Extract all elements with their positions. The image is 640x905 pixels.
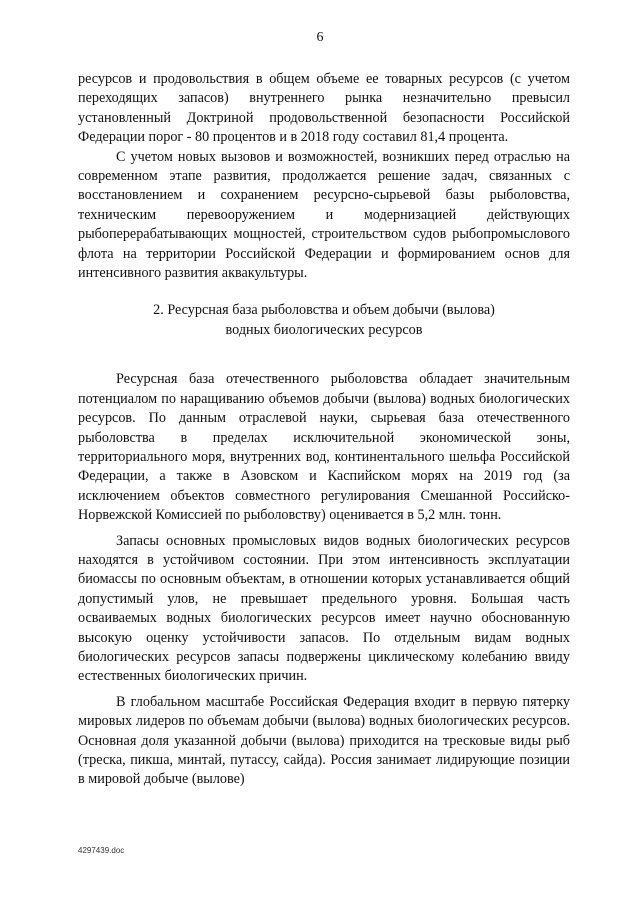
footer-filename: 4297439.doc <box>78 846 125 855</box>
paragraph-resource-base: Ресурсная база отечественного рыболовства обладает значительным потенциалом по наращиванию объемов добычи (вылова) водных биологических ресурсов. По данным отраслевой науки, сырьевая база отечественного рыболовства в пределах исключительной экономической зоны, территориального моря, внутренних вод, континентального шельфа Российской Федерации, а также в Азовском и Каспийском морях на 2019 год (за исключением объектов совместного регулирования Смешанной Российско-Норвежской Комиссией по рыболовству) оценивается в 5,2 млн. тонн. <box>78 371 570 524</box>
section-heading-line-1: 2. Ресурсная база рыболовства и объем добычи (вылова) <box>153 302 495 319</box>
paragraph-stocks: Запасы основных промысловых видов водных биологических ресурсов находятся в устойчивом состоянии. При этом интенсивность эксплуатации биомассы по основным объектам, в отношении которых устанавливается общий допустимый улов, не превышает предельного уровня. Большая часть осваиваемых водных биологических ресурсов имеет научно обоснованную высокую оценку устойчивости запасов. По отдельным видам водных биологических ресурсов запасы подвержены циклическому колебанию ввиду естественных биологических причин. <box>78 532 570 685</box>
paragraph-global-scale: В глобальном масштабе Российская Федерация входит в первую пятерку мировых лидеров по объемам добычи (вылова) водных биологических ресурсов. Основная доля указанной добычи (вылова) приходится на тресковые виды рыб (треска, пикша, минтай, путассу, сайда). Россия занимает лидирующие позиции в мировой добыче (вылове) <box>78 693 570 788</box>
paragraph-new-challenges: С учетом новых вызовов и возможностей, возникших перед отраслью на современном этапе развития, продолжается решение задач, связанных с восстановлением и сохранением ресурсно-сырьевой базы рыболовства, техническим перевооружением и модернизацией действующих рыбоперерабатывающих мощностей, строительством судов рыбопромыслового флота на территории Российской Федерации и формированием основ для интенсивного развития аквакультуры. <box>78 148 570 282</box>
section-heading-line-2: водных биологических ресурсов <box>225 321 423 338</box>
paragraph-continuation: ресурсов и продовольствия в общем объеме ее товарных ресурсов (с учетом переходящих запасов) внутреннего рынка незначительно превысил установленный Доктриной продовольственной безопасности Российской Федерации порог - 80 процентов и в 2018 году составил 81,4 процента. <box>78 71 570 146</box>
section-heading <box>78 301 570 340</box>
document-body <box>78 70 570 790</box>
page-number: 6 <box>316 30 324 45</box>
